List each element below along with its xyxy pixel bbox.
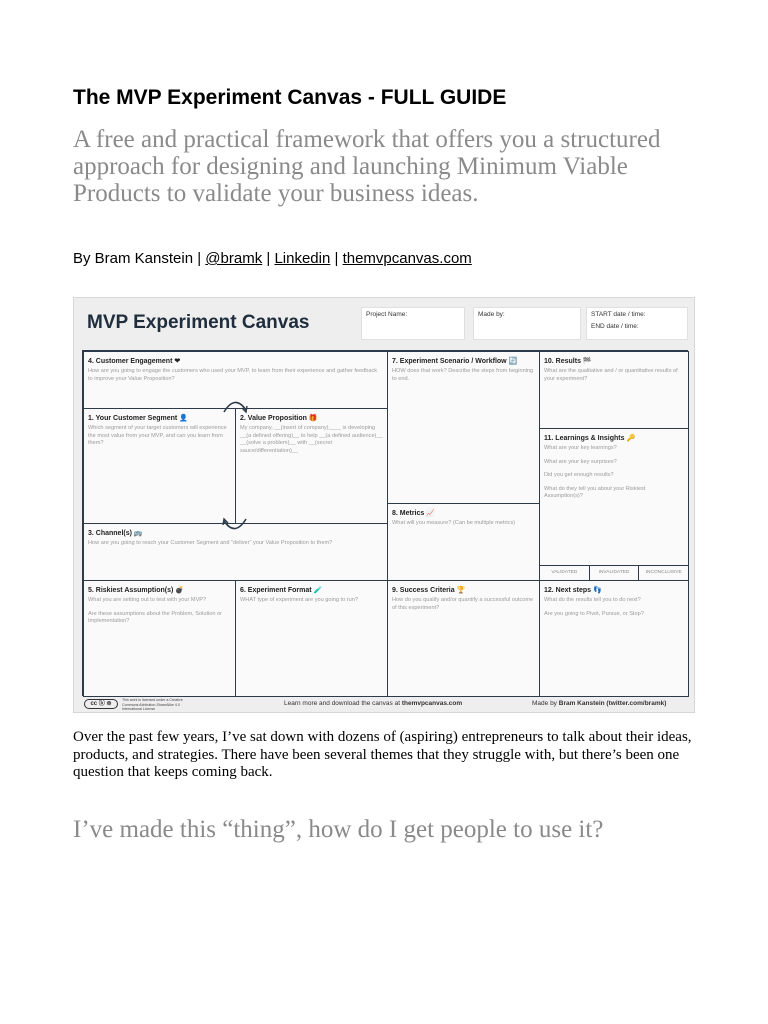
cell-prompt: My company, __(insert of company)____ is developing __(a defined offering)__ to help __(a defined audience)__ __(solve a problem)__ with __(secret sauce/differentiation)__ <box>240 425 383 454</box>
inconclusive-label: INCONCLUSIVE <box>645 570 682 575</box>
made-by-note <box>532 700 666 707</box>
canvas-title: MVP Experiment Canvas <box>87 312 310 333</box>
made-name: Bram Kanstein (twitter.com/bramk) <box>558 700 667 707</box>
cell-experiment-format <box>235 580 388 697</box>
cell-prompt: Are these assumptions about the Problem, Solution or Implementation? <box>88 610 223 624</box>
cell-heading: 5. Riskiest Assumption(s) 💣 <box>88 587 184 594</box>
cell-heading: 11. Learnings & Insights 🔑 <box>544 435 636 442</box>
cell-prompt: What are the qualitative and / or quantitative results of your experiment? <box>544 368 678 382</box>
cell-value-proposition <box>235 408 388 524</box>
cycle-arrow-icon <box>222 398 248 418</box>
start-date-label: START date / time: <box>591 311 646 318</box>
cell-prompt: What you are setting out to test with your MVP? <box>88 597 207 603</box>
license-text: This work is licensed under a Creative Commons Attribution-ShareAlike 4.0 International License <box>122 698 183 711</box>
canvas-grid <box>82 350 688 696</box>
creative-commons-icon: cc ⓑ ⊜ <box>84 699 118 709</box>
cell-heading: 4. Customer Engagement ❤ <box>88 358 181 365</box>
validated-label: VALIDATED <box>540 566 590 580</box>
made-by-label: Made by: <box>478 311 505 318</box>
made-by-box <box>473 307 581 340</box>
cell-prompt: What are your key learnings? <box>544 445 617 451</box>
cell-prompt: What do the results tell you to do next? <box>544 597 641 603</box>
end-date-label: END date / time: <box>591 323 639 330</box>
made-prefix: Made by <box>532 700 559 707</box>
byline-separator: | <box>330 250 343 267</box>
cell-prompt: How do you qualify and/or quantify a successful outcome of this experiment? <box>392 597 534 611</box>
cell-heading: 12. Next steps 👣 <box>544 587 602 594</box>
download-note <box>284 700 462 707</box>
twitter-link[interactable]: @bramk <box>205 250 263 267</box>
cell-prompt: HOW does that work? Describe the steps from beginning to end. <box>392 368 534 382</box>
cell-riskiest-assumptions <box>83 580 236 697</box>
cell-prompt: How are you going to reach your Customer Segment and "deliver" your Value Proposition to them? <box>88 540 333 546</box>
project-name-box <box>361 307 465 340</box>
cell-heading: 10. Results 🏁 <box>544 358 592 365</box>
download-site: themvpcanvas.com <box>401 700 463 707</box>
cell-learnings <box>539 428 689 581</box>
invalidated-label: INVALIDATED <box>590 566 640 580</box>
cell-heading: 3. Channel(s) 🚌 <box>88 530 143 537</box>
cell-prompt: Which segment of your target customers will experience the most value from your MVP, and can you learn from them? <box>88 425 227 446</box>
cell-next-steps <box>539 580 689 697</box>
cell-prompt: What are your key surprises? <box>544 458 617 465</box>
website-link[interactable]: themvpcanvas.com <box>342 250 472 267</box>
cell-results <box>539 351 689 429</box>
cell-prompt: What will you measure? (Can be multiple metrics) <box>392 520 516 526</box>
byline-author: By Bram Kanstein | <box>73 250 206 267</box>
cycle-arrow-icon <box>222 513 248 533</box>
cell-prompt: WHAT type of experiment are you going to run? <box>240 597 358 603</box>
project-name-label: Project Name: <box>366 311 408 318</box>
cell-experiment-scenario <box>387 351 540 504</box>
cell-heading: 7. Experiment Scenario / Workflow 🔄 <box>392 358 518 365</box>
cell-heading: 9. Success Criteria 🏆 <box>392 587 466 594</box>
cell-prompt: Are you going to Pivot, Pursue, or Stop? <box>544 610 644 617</box>
page-title: The MVP Experiment Canvas - FULL GUIDE <box>73 86 507 109</box>
cell-metrics <box>387 503 540 581</box>
cell-prompt: What do they tell you about your Riskiest Assumption(s)? <box>544 485 646 499</box>
cell-heading: 8. Metrics 📈 <box>392 510 435 517</box>
cell-heading: 2. Value Proposition 🎁 <box>240 415 318 422</box>
download-prefix: Learn more and download the canvas at <box>284 700 402 707</box>
dates-box <box>586 307 688 340</box>
page-subtitle: A free and practical framework that offers you a structured approach for designing and launching Minimum Viable Products to validate your business ideas. <box>73 126 661 207</box>
byline <box>73 250 472 267</box>
cell-customer-segment <box>83 408 236 524</box>
cell-heading: 1. Your Customer Segment 👤 <box>88 415 188 422</box>
linkedin-link[interactable]: Linkedin <box>274 250 331 267</box>
pull-quote: I’ve made this “thing”, how do I get people to use it? <box>73 816 604 843</box>
mvp-canvas-figure <box>73 297 695 713</box>
cell-success-criteria <box>387 580 540 697</box>
body-paragraph: Over the past few years, I’ve sat down with dozens of (aspiring) entrepreneurs to talk about their ideas, products, and strategies. There have been several themes that they struggle with, but there’s been one question that keeps coming back. <box>73 729 692 780</box>
validation-bar <box>540 565 688 580</box>
canvas-footer <box>74 696 694 712</box>
byline-separator: | <box>262 250 275 267</box>
cell-heading: 6. Experiment Format 🧪 <box>240 587 323 594</box>
cell-prompt: Did you get enough results? <box>544 472 614 478</box>
cell-prompt: How are you going to engage the customers who used your MVP, to learn from their experience and gather feedback to improve your Value Proposition? <box>88 368 378 382</box>
